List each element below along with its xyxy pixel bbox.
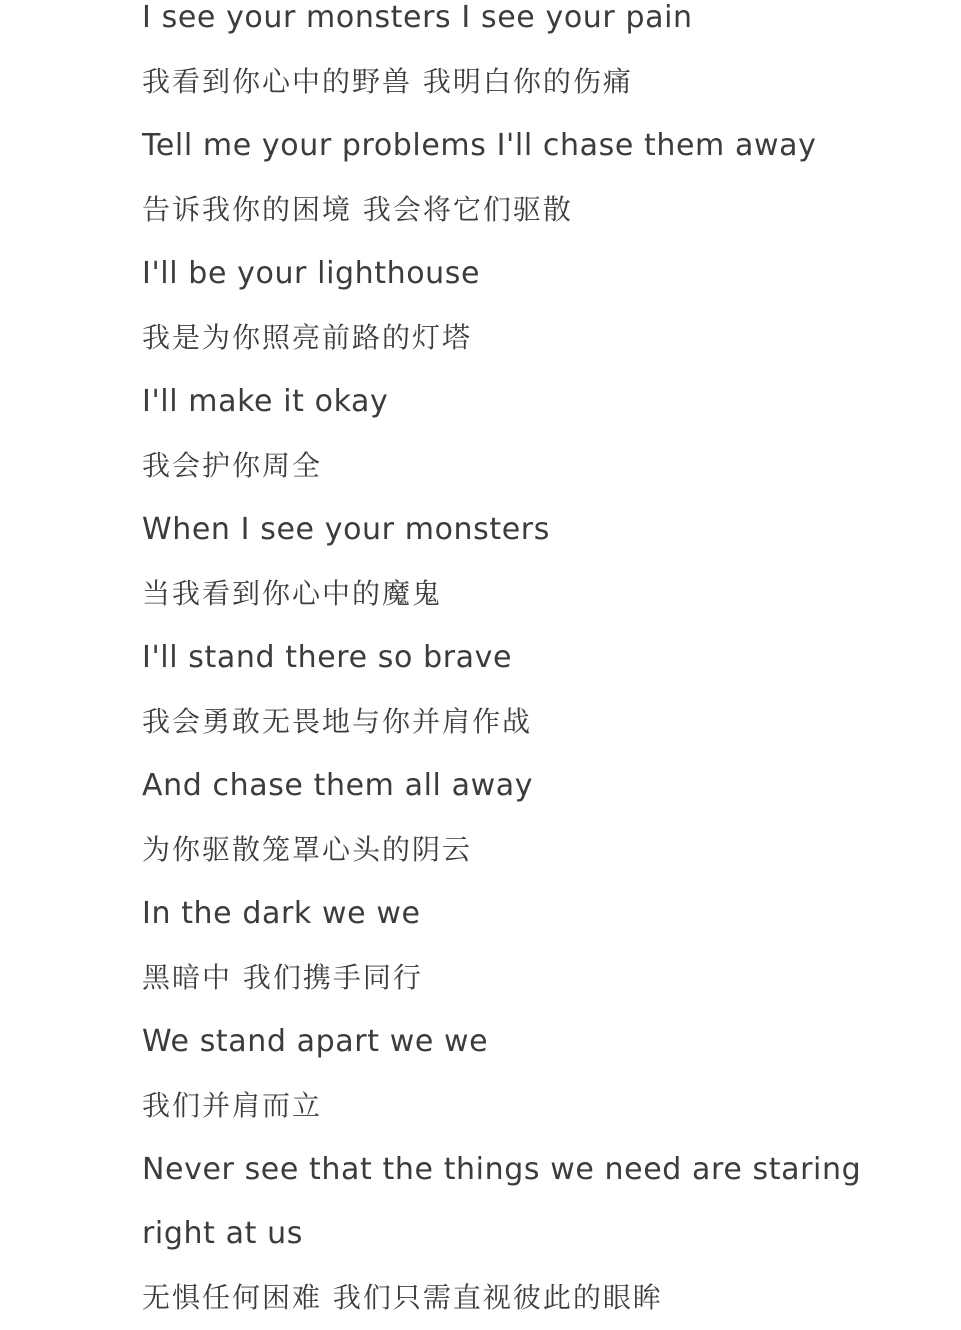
lyric-line-zh: 我会勇敢无畏地与你并肩作战 bbox=[142, 705, 533, 738]
lyric-line-en: In the dark we we bbox=[142, 896, 421, 931]
lyric-line-en: We stand apart we we bbox=[142, 1024, 489, 1059]
lyric-line-zh: 黑暗中 我们携手同行 bbox=[142, 961, 423, 994]
lyric-line-zh: 为你驱散笼罩心头的阴云 bbox=[142, 833, 473, 866]
lyric-line-en: Never see that the things we need are staring right at us bbox=[142, 1152, 872, 1251]
lyric-line-en: I'll stand there so brave bbox=[142, 640, 513, 675]
lyric-line-zh: 我们并肩而立 bbox=[142, 1089, 323, 1122]
lyric-line-zh: 我是为你照亮前路的灯塔 bbox=[142, 321, 473, 354]
lyric-line-zh: 我看到你心中的野兽 我明白你的伤痛 bbox=[142, 65, 633, 98]
lyric-line-zh: 我会护你周全 bbox=[142, 449, 323, 482]
lyric-line-zh: 无惧任何困难 我们只需直视彼此的眼眸 bbox=[142, 1281, 663, 1314]
lyric-line-zh: 当我看到你心中的魔鬼 bbox=[142, 577, 443, 610]
lyric-line-en: And chase them all away bbox=[142, 768, 534, 803]
lyric-line-en: When I see your monsters bbox=[142, 512, 550, 547]
lyric-line-en: I see your monsters I see your pain bbox=[142, 0, 693, 35]
lyric-line-zh: 告诉我你的困境 我会将它们驱散 bbox=[142, 193, 573, 226]
lyric-line-en: I'll make it okay bbox=[142, 384, 389, 419]
lyric-line-en: I'll be your lighthouse bbox=[142, 256, 481, 291]
lyric-line-en: Tell me your problems I'll chase them away bbox=[142, 128, 817, 163]
